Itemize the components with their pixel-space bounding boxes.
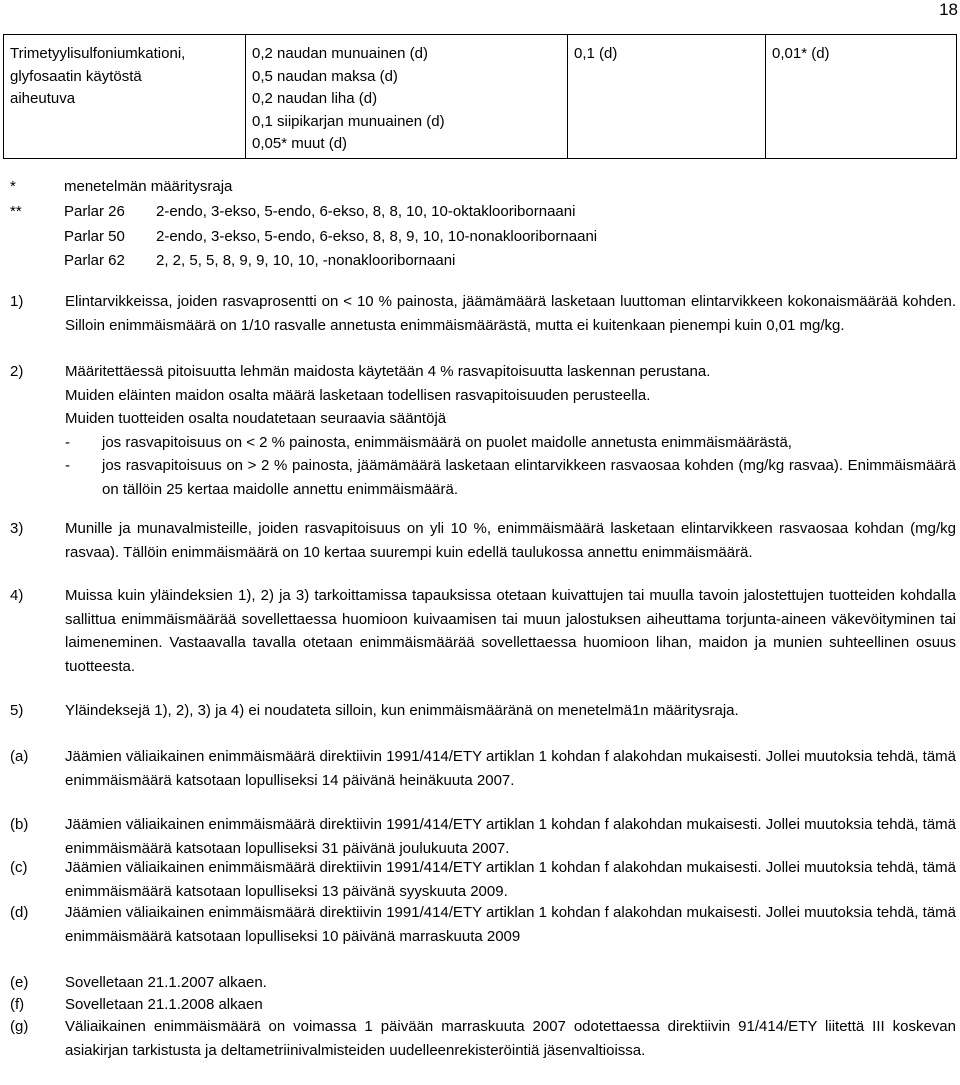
- note-body: [65, 360, 956, 501]
- note-text: Munille ja munavalmisteille, joiden rasvapitoisuus on yli 10 %, enimmäismäärä lasketaan elintarvikkeen rasvaosaa kohdan (mg/kg rasvaa). Tällöin enimmäismäärä on 10 kertaa suurempi kuin edellä taulukossa annettu enimmäismäärä.: [65, 520, 956, 561]
- note-label: 5): [10, 702, 24, 719]
- def-parlar26-label: Parlar 26: [64, 203, 125, 220]
- letter-label: (g): [10, 1018, 29, 1035]
- table-row: [4, 35, 957, 159]
- letter-label: (a): [10, 748, 29, 765]
- def-star-text: menetelmän määritysraja: [64, 178, 233, 195]
- letter-text: Sovelletaan 21.1.2007 alkaen.: [65, 974, 267, 991]
- note-subitem: [65, 431, 956, 455]
- note-label: 1): [10, 293, 24, 310]
- letter-label: (f): [10, 996, 25, 1013]
- product-line: 0,5 naudan maksa (d): [252, 67, 398, 85]
- note-text: Elintarvikkeissa, joiden rasvaprosentti on < 10 % painosta, jäämämäärä lasketaan luuttoman elintarvikkeen kokonaismäärää kohden. Silloin enimmäismäärä on 1/10 rasvalle annetusta enimmäismäärästä, mutta ei kuitenkaan pienempi kuin 0,01 mg/kg.: [65, 293, 956, 334]
- letter-text: Jäämien väliaikainen enimmäismäärä direktiivin 1991/414/ETY artiklan 1 kohdan f alakohdan mukaisesti. Jollei muutoksia tehdä, tämä enimmäismäärä katsotaan lopulliseksi 14 päivänä heinäkuuta 2007.: [65, 748, 956, 789]
- def-parlar62-label: Parlar 62: [64, 252, 125, 269]
- letter-text: Sovelletaan 21.1.2008 alkaen: [65, 996, 263, 1013]
- note-text-line2: Muiden eläinten maidon osalta määrä lasketaan todellisen rasvapitoisuuden perusteella.: [65, 386, 651, 404]
- note-subitem: [65, 454, 956, 501]
- substance-cell: [4, 35, 246, 159]
- dash-marker: -: [65, 433, 70, 451]
- note-text-line3: Muiden tuotteiden osalta noudatetaan seuraavia sääntöjä: [65, 410, 447, 427]
- note-text: Muissa kuin yläindeksien 1), 2) ja 3) tarkoittamissa tapauksissa otetaan kuivattujen tai muulla tavoin jalostettujen tuotteiden kohdalla sallittua enimmäismäärää sovellettaessa huomioon kuivaamisen tai muun jalostuksen aiheuttama torjunta-aineen väkevöityminen tai laimeneminen. Vastaavalla tavalla otetaan enimmäismäärää sovellettaessa huomioon lihan, maidon ja munien suhteellinen osuus tuotteesta.: [65, 587, 956, 675]
- note-text: Yläindeksejä 1), 2), 3) ja 4) ei noudateta silloin, kun enimmäismääränä on menetelmä1n määritysraja.: [65, 702, 739, 719]
- limit-cell-2: 0,01* (d): [766, 35, 957, 159]
- note-label: 3): [10, 520, 24, 537]
- letter-text: Jäämien väliaikainen enimmäismäärä direktiivin 1991/414/ETY artiklan 1 kohdan f alakohdan mukaisesti. Jollei muutoksia tehdä, tämä enimmäismäärä katsotaan lopulliseksi 31 päivänä joulukuuta 2007.: [65, 816, 956, 857]
- letter-label: (d): [10, 904, 29, 921]
- page-number: 18: [939, 0, 958, 19]
- product-line: 0,2 naudan liha (d): [252, 90, 378, 107]
- def-parlar62-text: 2, 2, 5, 5, 8, 9, 9, 10, 10, -nonaklooribornaani: [156, 252, 456, 269]
- def-star: *: [10, 178, 16, 195]
- products-cell: [246, 35, 568, 159]
- substance-line: glyfosaatin käytöstä: [10, 67, 142, 85]
- subitem-text: jos rasvapitoisuus on < 2 % painosta, enimmäismäärä on puolet maidolle annetusta enimmäismäärästä,: [102, 433, 792, 451]
- note-label: 4): [10, 587, 24, 604]
- note-text: Määritettäessä pitoisuutta lehmän maidosta käytetään 4 % rasvapitoisuutta laskennan perustana.: [65, 363, 711, 380]
- letter-text: Jäämien väliaikainen enimmäismäärä direktiivin 1991/414/ETY artiklan 1 kohdan f alakohdan mukaisesti. Jollei muutoksia tehdä, tämä enimmäismäärä katsotaan lopulliseksi 13 päivänä syyskuuta 2009.: [65, 859, 956, 900]
- letter-text: Väliaikainen enimmäismäärä on voimassa 1 päivään marraskuuta 2007 odotettaessa direktiivin 91/414/ETY liitettä III koskevan asiakirjan tarkistusta ja deltametriinivalmisteiden uudelleenrekisteröintiä jäsenvaltioissa.: [65, 1018, 956, 1059]
- letter-text: Jäämien väliaikainen enimmäismäärä direktiivin 1991/414/ETY artiklan 1 kohdan f alakohdan mukaisesti. Jollei muutoksia tehdä, tämä enimmäismäärä katsotaan lopulliseksi 10 päivänä marraskuuta 2009: [65, 904, 956, 945]
- letter-label: (b): [10, 816, 29, 833]
- dash-marker: -: [65, 457, 70, 474]
- subitem-text: jos rasvapitoisuus on > 2 % painosta, jäämämäärä lasketaan elintarvikkeen rasvaosaa kohden (mg/kg rasvaa). Enimmäismäärä on tällöin 25 kertaa maidolle annettu enimmäismäärä.: [102, 457, 956, 498]
- product-line: 0,1 siipikarjan munuainen (d): [252, 112, 445, 130]
- def-double-star: **: [10, 203, 22, 220]
- residue-table: [3, 34, 957, 159]
- limit-cell-1: 0,1 (d): [568, 35, 766, 159]
- letter-label: (c): [10, 859, 28, 876]
- def-parlar26-text: 2-endo, 3-ekso, 5-endo, 6-ekso, 8, 8, 10, 10-oktaklooribornaani: [156, 203, 576, 220]
- product-line: 0,2 naudan munuainen (d): [252, 45, 428, 62]
- note-label: 2): [10, 363, 24, 380]
- letter-label: (e): [10, 974, 29, 991]
- def-parlar50-label: Parlar 50: [64, 228, 125, 245]
- def-parlar50-text: 2-endo, 3-ekso, 5-endo, 6-ekso, 8, 8, 9, 10, 10-nonaklooribornaani: [156, 228, 598, 245]
- product-line: 0,05* muut (d): [252, 135, 348, 152]
- substance-line: aiheutuva: [10, 90, 76, 107]
- substance-line: Trimetyylisulfoniumkationi,: [10, 45, 186, 62]
